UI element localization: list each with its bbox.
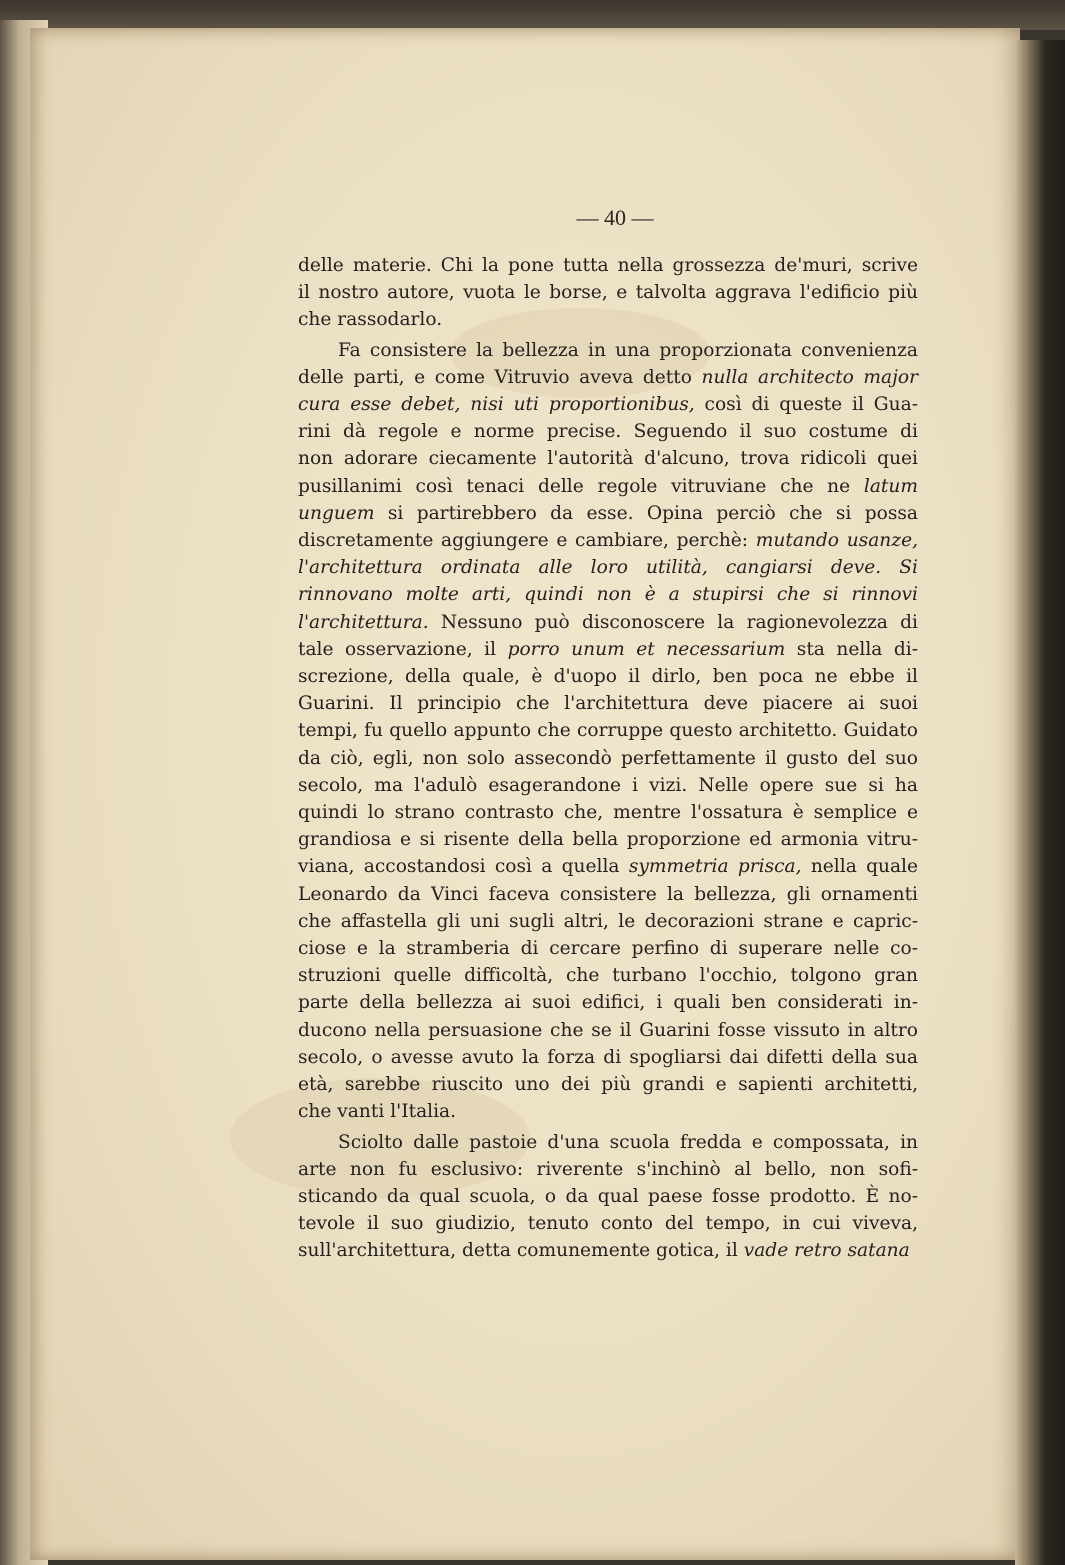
text-line <box>298 527 918 554</box>
text-segment: tale osservazione, il <box>298 638 508 660</box>
text-segment: tempi, fu quello appunto che corruppe questo architetto. Guidato <box>298 720 918 742</box>
text-segment: nella quale <box>801 856 919 878</box>
text-segment: pusillanimi così tenaci delle regole vitruviane che ne <box>298 475 864 497</box>
text-segment: non adorare ciecamente l'autorità d'alcuno, trova ridicoli quei <box>298 448 918 470</box>
text-line <box>298 1156 918 1183</box>
text-line <box>298 690 918 717</box>
text-segment: arte non fu esclusivo: riverente s'inchinò al bello, non sofi- <box>298 1158 918 1180</box>
text-segment: secolo, o avesse avuto la forza di spogliarsi dai difetti della sua <box>298 1046 918 1068</box>
text-segment: si partirebbero da esse. Opina perciò che si possa <box>374 502 918 524</box>
text-segment: Guarini. Il principio che l'architettura deve piacere ai suoi <box>298 693 918 715</box>
text-line <box>298 663 918 690</box>
italic-text: latum <box>863 475 918 497</box>
text-line <box>298 337 918 364</box>
text-segment: tevole il suo giudizio, tenuto conto del tempo, in cui viveva, <box>298 1213 918 1235</box>
text-segment: Sciolto dalle pastoie d'una scuola fredda e compossata, in <box>338 1131 918 1153</box>
text-segment: sull'architettura, detta comunemente gotica, il <box>298 1240 744 1262</box>
text-line <box>298 252 918 279</box>
text-line <box>298 364 918 391</box>
text-line <box>298 636 918 663</box>
text-line <box>298 962 918 989</box>
italic-text: unguem <box>298 502 375 524</box>
text-line <box>298 306 918 333</box>
text-line <box>298 609 918 636</box>
text-segment: secolo, ma l'adulò esagerandone i vizi. Nelle opere sue si ha <box>298 774 918 796</box>
text-segment: delle materie. Chi la pone tutta nella grossezza de'muri, scrive <box>298 255 918 276</box>
text-segment: ducono nella persuasione che se il Guarini fosse vissuto in altro <box>298 1019 918 1041</box>
text-line <box>298 826 918 853</box>
text-line <box>298 881 918 908</box>
text-line <box>298 1129 918 1156</box>
text-line <box>298 581 918 608</box>
text-line <box>298 418 918 445</box>
italic-text: mutando usanze, <box>755 530 918 552</box>
italic-text: symmetria prisca, <box>628 856 802 878</box>
text-line <box>298 989 918 1016</box>
top-book-edge <box>0 0 1065 30</box>
text-line <box>298 445 918 472</box>
text-line <box>298 500 918 527</box>
text-segment: screzione, della quale, è d'uopo il dirlo, ben poca ne ebbe il <box>298 666 918 688</box>
italic-text: l'architettura. <box>298 611 429 633</box>
text-line <box>298 391 918 418</box>
text-segment: sticando da qual scuola, o da qual paese fosse prodotto. È no- <box>298 1185 918 1207</box>
paragraph-p1 <box>298 252 918 334</box>
text-line <box>298 745 918 772</box>
text-segment: sta nella di- <box>785 638 919 660</box>
text-segment: quindi lo strano contrasto che, mentre l'ossatura è semplice e <box>298 802 918 824</box>
text-segment: discretamente aggiungere e cambiare, perchè: <box>298 530 756 552</box>
paragraph-p3 <box>298 1129 918 1265</box>
text-segment: così di queste il Gua- <box>694 394 918 416</box>
text-segment: età, sarebbe riuscito uno dei più grandi e sapienti architetti, <box>298 1074 918 1096</box>
text-segment: Leonardo da Vinci faceva consistere la bellezza, gli ornamenti <box>298 883 918 905</box>
italic-text: cura esse debet, nisi uti proportionibus, <box>298 394 695 416</box>
right-book-edge <box>1015 40 1065 1565</box>
text-line <box>298 1183 918 1210</box>
text-segment: che affastella gli uni sugli altri, le decorazioni strane e capric- <box>298 910 918 932</box>
text-segment: rini dà regole e norme precise. Seguendo il suo costume di <box>298 421 918 443</box>
text-segment: che vanti l'Italia. <box>298 1101 457 1123</box>
text-segment: grandiosa e si risente della bella proporzione ed armonia vitru- <box>298 829 918 851</box>
text-line <box>298 717 918 744</box>
text-line <box>298 1098 918 1125</box>
text-line <box>298 772 918 799</box>
text-line <box>298 1044 918 1071</box>
text-line <box>298 1237 918 1264</box>
text-line <box>298 935 918 962</box>
text-line <box>298 1071 918 1098</box>
text-segment: che rassodarlo. <box>298 309 443 331</box>
text-line <box>298 853 918 880</box>
text-line <box>298 279 918 306</box>
italic-text: nulla architecto major <box>701 366 918 388</box>
italic-text: vade retro satana <box>743 1240 910 1262</box>
paragraph-p2 <box>298 337 918 1126</box>
text-segment: ciose e la stramberia di cercare perfino di superare nelle co- <box>298 938 918 960</box>
text-segment: Nessuno può disconoscere la ragionevolezza di <box>428 611 918 633</box>
text-segment: da ciò, egli, non solo assecondò perfettamente il gusto del suo <box>298 747 918 769</box>
italic-text: porro unum et necessarium <box>507 638 786 660</box>
body-text <box>298 252 918 1265</box>
page-number: — 40 — <box>576 205 654 230</box>
text-line <box>298 554 918 581</box>
text-line <box>298 908 918 935</box>
text-segment: il nostro autore, vuota le borse, e talvolta aggrava l'edificio più <box>298 282 918 304</box>
italic-text: rinnovano molte arti, quindi non è a stupirsi che si rinnovi <box>298 584 918 606</box>
text-segment: Fa consistere la bellezza in una proporzionata convenienza <box>338 339 918 361</box>
text-line <box>298 473 918 500</box>
text-segment: viana, accostandosi così a quella <box>298 856 629 878</box>
text-line <box>298 799 918 826</box>
text-segment: parte della bellezza ai suoi edifici, i quali ben considerati in- <box>298 992 918 1014</box>
text-line <box>298 1210 918 1237</box>
text-segment: struzioni quelle difficoltà, che turbano l'occhio, tolgono gran <box>298 965 918 987</box>
text-line <box>298 1017 918 1044</box>
text-segment: delle parti, e come Vitruvio aveva detto <box>298 366 702 388</box>
italic-text: l'architettura ordinata alle loro utilità, cangiarsi deve. Si <box>298 557 918 579</box>
